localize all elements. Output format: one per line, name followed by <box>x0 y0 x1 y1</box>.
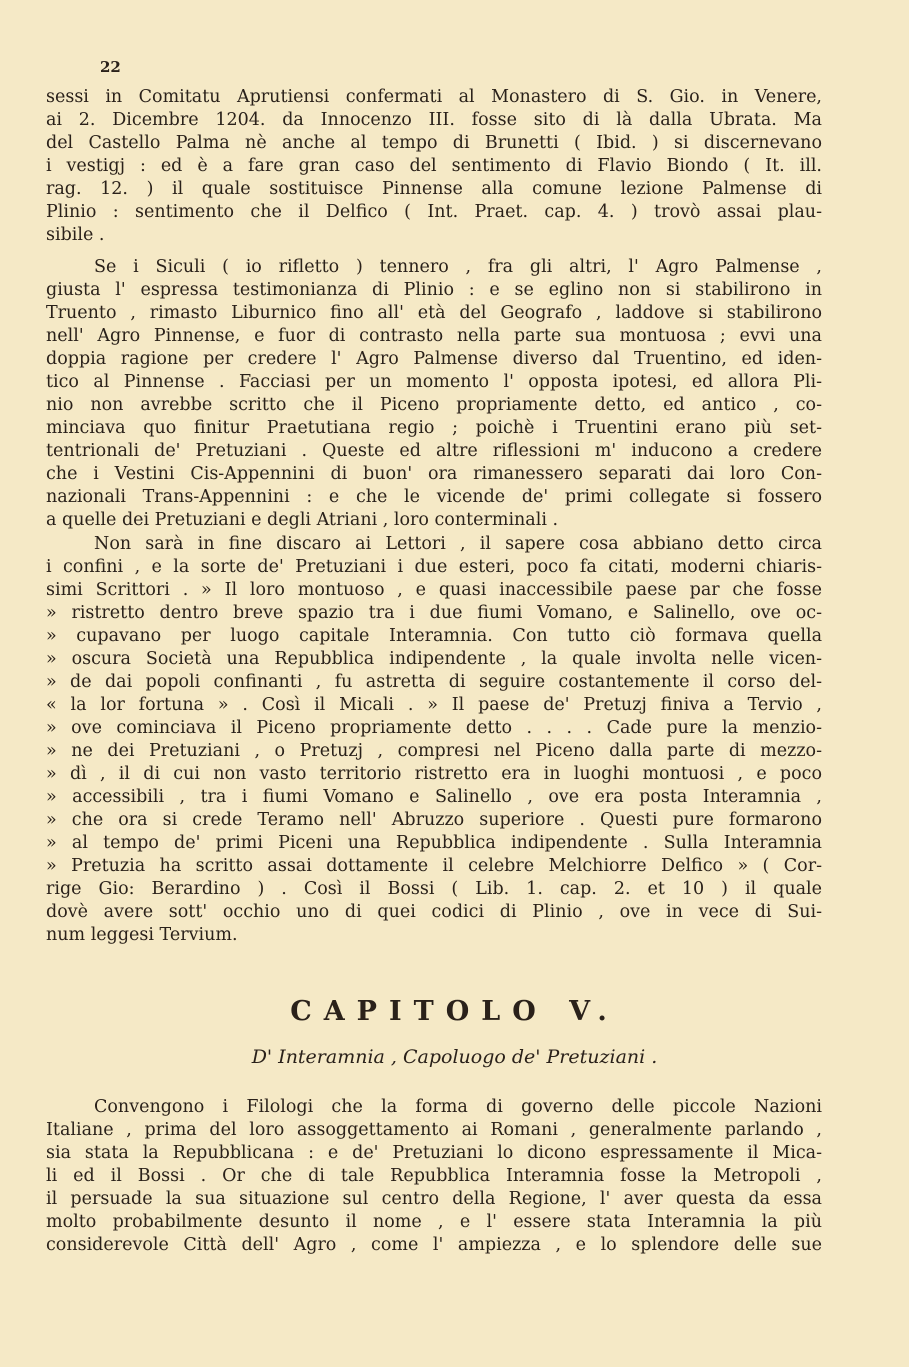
text-line: » ristretto dentro breve spazio tra i due fiumi Vomano, e Salinello, ove oc- <box>46 603 822 623</box>
text-line: che i Vestini Cis-Appennini di buon' ora rimanessero separati dai loro Con- <box>46 464 822 484</box>
text-line: a quelle dei Pretuziani e degli Atriani , loro conterminali . <box>46 510 559 530</box>
text-line: » Pretuzia ha scritto assai dottamente il celebre Melchiorre Delfico » ( Cor- <box>46 856 822 876</box>
text-line: li ed il Bossi . Or che di tale Repubblica Interamnia fosse la Metropoli , <box>46 1166 822 1186</box>
text-line: i vestigj : ed è a fare gran caso del sentimento di Flavio Biondo ( It. ill. <box>46 156 822 176</box>
text-line: Plinio : sentimento che il Delfico ( Int. Praet. cap. 4. ) trovò assai plau- <box>46 202 822 222</box>
text-line: nell' Agro Pinnense, e fuor di contrasto nella parte sua montuosa ; evvi una <box>46 326 822 346</box>
text-line: Non sarà in fine discaro ai Lettori , il sapere cosa abbiano detto circa <box>94 534 822 554</box>
text-line: » che ora si crede Teramo nell' Abruzzo superiore . Questi pure formarono <box>46 810 822 830</box>
text-line: « la lor fortuna » . Così il Micali . » Il paese de' Pretuzj finiva a Tervio , <box>46 695 822 715</box>
text-line: Se i Siculi ( io rifletto ) tennero , fra gli altri, l' Agro Palmense , <box>94 257 822 277</box>
text-line: dovè avere sott' occhio uno di quei codici di Plinio , ove in vece di Sui- <box>46 902 822 922</box>
text-line: rag. 12. ) il quale sostituisce Pinnense alla comune lezione Palmense di <box>46 179 822 199</box>
chapter-title: CAPITOLO V. <box>290 996 619 1027</box>
text-line: » cupavano per luogo capitale Interamnia. Con tutto ciò formava quella <box>46 626 822 646</box>
text-line: nazionali Trans-Appennini : e che le vicende de' primi collegate si fossero <box>46 487 822 507</box>
text-line: ai 2. Dicembre 1204. da Innocenzo III. fosse sito di là dalla Ubrata. Ma <box>46 110 822 130</box>
text-line: tico al Pinnense . Facciasi per un momento l' opposta ipotesi, ed allora Pli- <box>46 372 822 392</box>
text-line: considerevole Città dell' Agro , come l' ampiezza , e lo splendore delle sue <box>46 1235 822 1255</box>
text-line: » al tempo de' primi Piceni una Repubblica indipendente . Sulla Interamnia <box>46 833 822 853</box>
text-line: doppia ragione per credere l' Agro Palmense diverso dal Truentino, ed iden- <box>46 349 822 369</box>
text-line: giusta l' espressa testimonianza di Plinio : e se eglino non si stabilirono in <box>46 280 822 300</box>
text-line: » dì , il di cui non vasto territorio ristretto era in luoghi montuosi , e poco <box>46 764 822 784</box>
text-line: » de dai popoli confinanti , fu astretta di seguire costantemente il corso del- <box>46 672 822 692</box>
chapter-subtitle: D' Interamnia , Capoluogo de' Pretuziani . <box>251 1046 658 1068</box>
text-line: Truento , rimasto Liburnico fino all' età del Geografo , laddove si stabilirono <box>46 303 822 323</box>
text-line: rige Gio: Berardino ) . Così il Bossi ( Lib. 1. cap. 2. et 10 ) il quale <box>46 879 822 899</box>
text-line: minciava quo finitur Praetutiana regio ; poichè i Truentini erano più set- <box>46 418 822 438</box>
page-number: 22 <box>100 58 121 76</box>
text-line: num leggesi Tervium. <box>46 925 238 945</box>
text-line: il persuade la sua situazione sul centro della Regione, l' aver questa da essa <box>46 1189 822 1209</box>
text-line: » oscura Società una Repubblica indipendente , la quale involta nelle vicen- <box>46 649 822 669</box>
text-line: nio non avrebbe scritto che il Piceno propriamente detto, ed antico , co- <box>46 395 822 415</box>
text-line: sessi in Comitatu Aprutiensi confermati al Monastero di S. Gio. in Venere, <box>46 87 822 107</box>
text-line: i confini , e la sorte de' Pretuziani i due esteri, poco fa citati, moderni chiaris- <box>46 557 822 577</box>
text-line: del Castello Palma nè anche al tempo di Brunetti ( Ibid. ) si discernevano <box>46 133 822 153</box>
text-line: » accessibili , tra i fiumi Vomano e Salinello , ove era posta Interamnia , <box>46 787 822 807</box>
text-line: » ne dei Pretuziani , o Pretuzj , compresi nel Piceno dalla parte di mezzo- <box>46 741 822 761</box>
text-line: sibile . <box>46 225 105 245</box>
text-line: simi Scrittori . » Il loro montuoso , e quasi inaccessibile paese par che fosse <box>46 580 822 600</box>
text-line: » ove cominciava il Piceno propriamente detto . . . . Cade pure la menzio- <box>46 718 822 738</box>
text-line: sia stata la Repubblicana : e de' Pretuziani lo dicono espressamente il Mica- <box>46 1143 822 1163</box>
text-line: Convengono i Filologi che la forma di governo delle piccole Nazioni <box>94 1097 822 1117</box>
text-line: molto probabilmente desunto il nome , e l' essere stata Interamnia la più <box>46 1212 822 1232</box>
text-line: Italiane , prima del loro assoggettamento ai Romani , generalmente parlando , <box>46 1120 822 1140</box>
text-line: tentrionali de' Pretuziani . Queste ed altre riflessioni m' inducono a credere <box>46 441 822 461</box>
